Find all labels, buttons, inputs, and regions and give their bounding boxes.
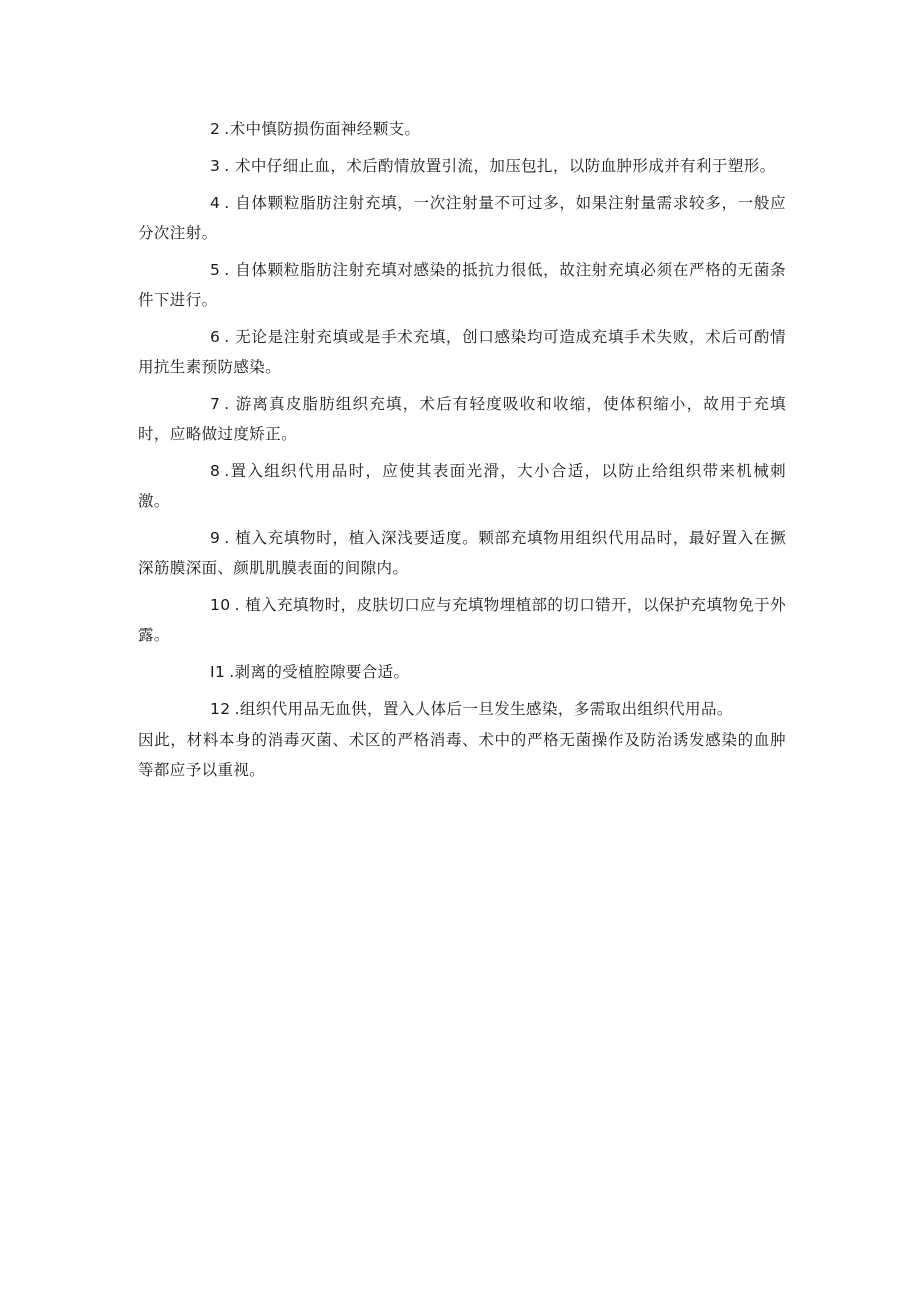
item-text: . 植入充填物时，植入深浅要适度。颗部充填物用组织代用品时，最好置入在撅深筋膜深面、颜肌肌膜表面的间隙内。 (138, 529, 786, 577)
item-number: 8 (210, 462, 221, 480)
item-text: . 自体颗粒脂肪注射充填对感染的抵抗力很低，故注射充填必须在严格的无菌条件下进行。 (138, 261, 786, 309)
item-number: 2 (210, 120, 221, 138)
item-number: 7 (210, 395, 221, 413)
list-item (138, 694, 786, 724)
item-number: 9 (210, 529, 221, 547)
item-text: .置入组织代用品时，应使其表面光滑，大小合适，以防止给组织带来机械刺激。 (138, 462, 786, 510)
item-number: 12 (210, 700, 231, 718)
item-number: 6 (210, 328, 221, 346)
item-text: . 自体颗粒脂肪注射充填，一次注射量不可过多，如果注射量需求较多，一般应分次注射。 (138, 194, 786, 242)
list-item (138, 322, 786, 382)
item-text: .组织代用品无血供，置入人体后一旦发生感染，多需取出组织代用品。 (234, 700, 733, 718)
list-item (138, 590, 786, 650)
list-item (138, 114, 786, 144)
closing-paragraph: 因此，材料本身的消毒灭菌、术区的严格消毒、术中的严格无菌操作及防治诱发感染的血肿等都应予以重视。 (138, 731, 786, 779)
list-item (138, 151, 786, 181)
list-item (138, 456, 786, 516)
item-number: 3 (210, 157, 221, 175)
item-text: . 术中仔细止血，术后酌情放置引流，加压包扎，以防血肿形成并有利于塑形。 (224, 157, 776, 175)
item-text: .术中慎防损伤面神经颗支。 (224, 120, 421, 138)
list-item (138, 657, 786, 687)
document-body (138, 114, 786, 792)
item-text: .剥离的受植腔隙要合适。 (229, 663, 410, 681)
item-text: . 无论是注射充填或是手术充填，创口感染均可造成充填手术失败，术后可酌情用抗生素预防感染。 (138, 328, 786, 376)
item-number: 5 (210, 261, 221, 279)
item-number: 10 (210, 596, 231, 614)
list-item (138, 389, 786, 449)
list-item (138, 255, 786, 315)
item-text: . 植入充填物时，皮肤切口应与充填物埋植部的切口错开，以保护充填物免于外露。 (138, 596, 786, 644)
item-number: I1 (210, 663, 226, 681)
list-item (138, 188, 786, 248)
item-text: . 游离真皮脂肪组织充填，术后有轻度吸收和收缩，使体积缩小，故用于充填时，应略做过度矫正。 (138, 395, 786, 443)
list-item (138, 523, 786, 583)
item-number: 4 (210, 194, 221, 212)
